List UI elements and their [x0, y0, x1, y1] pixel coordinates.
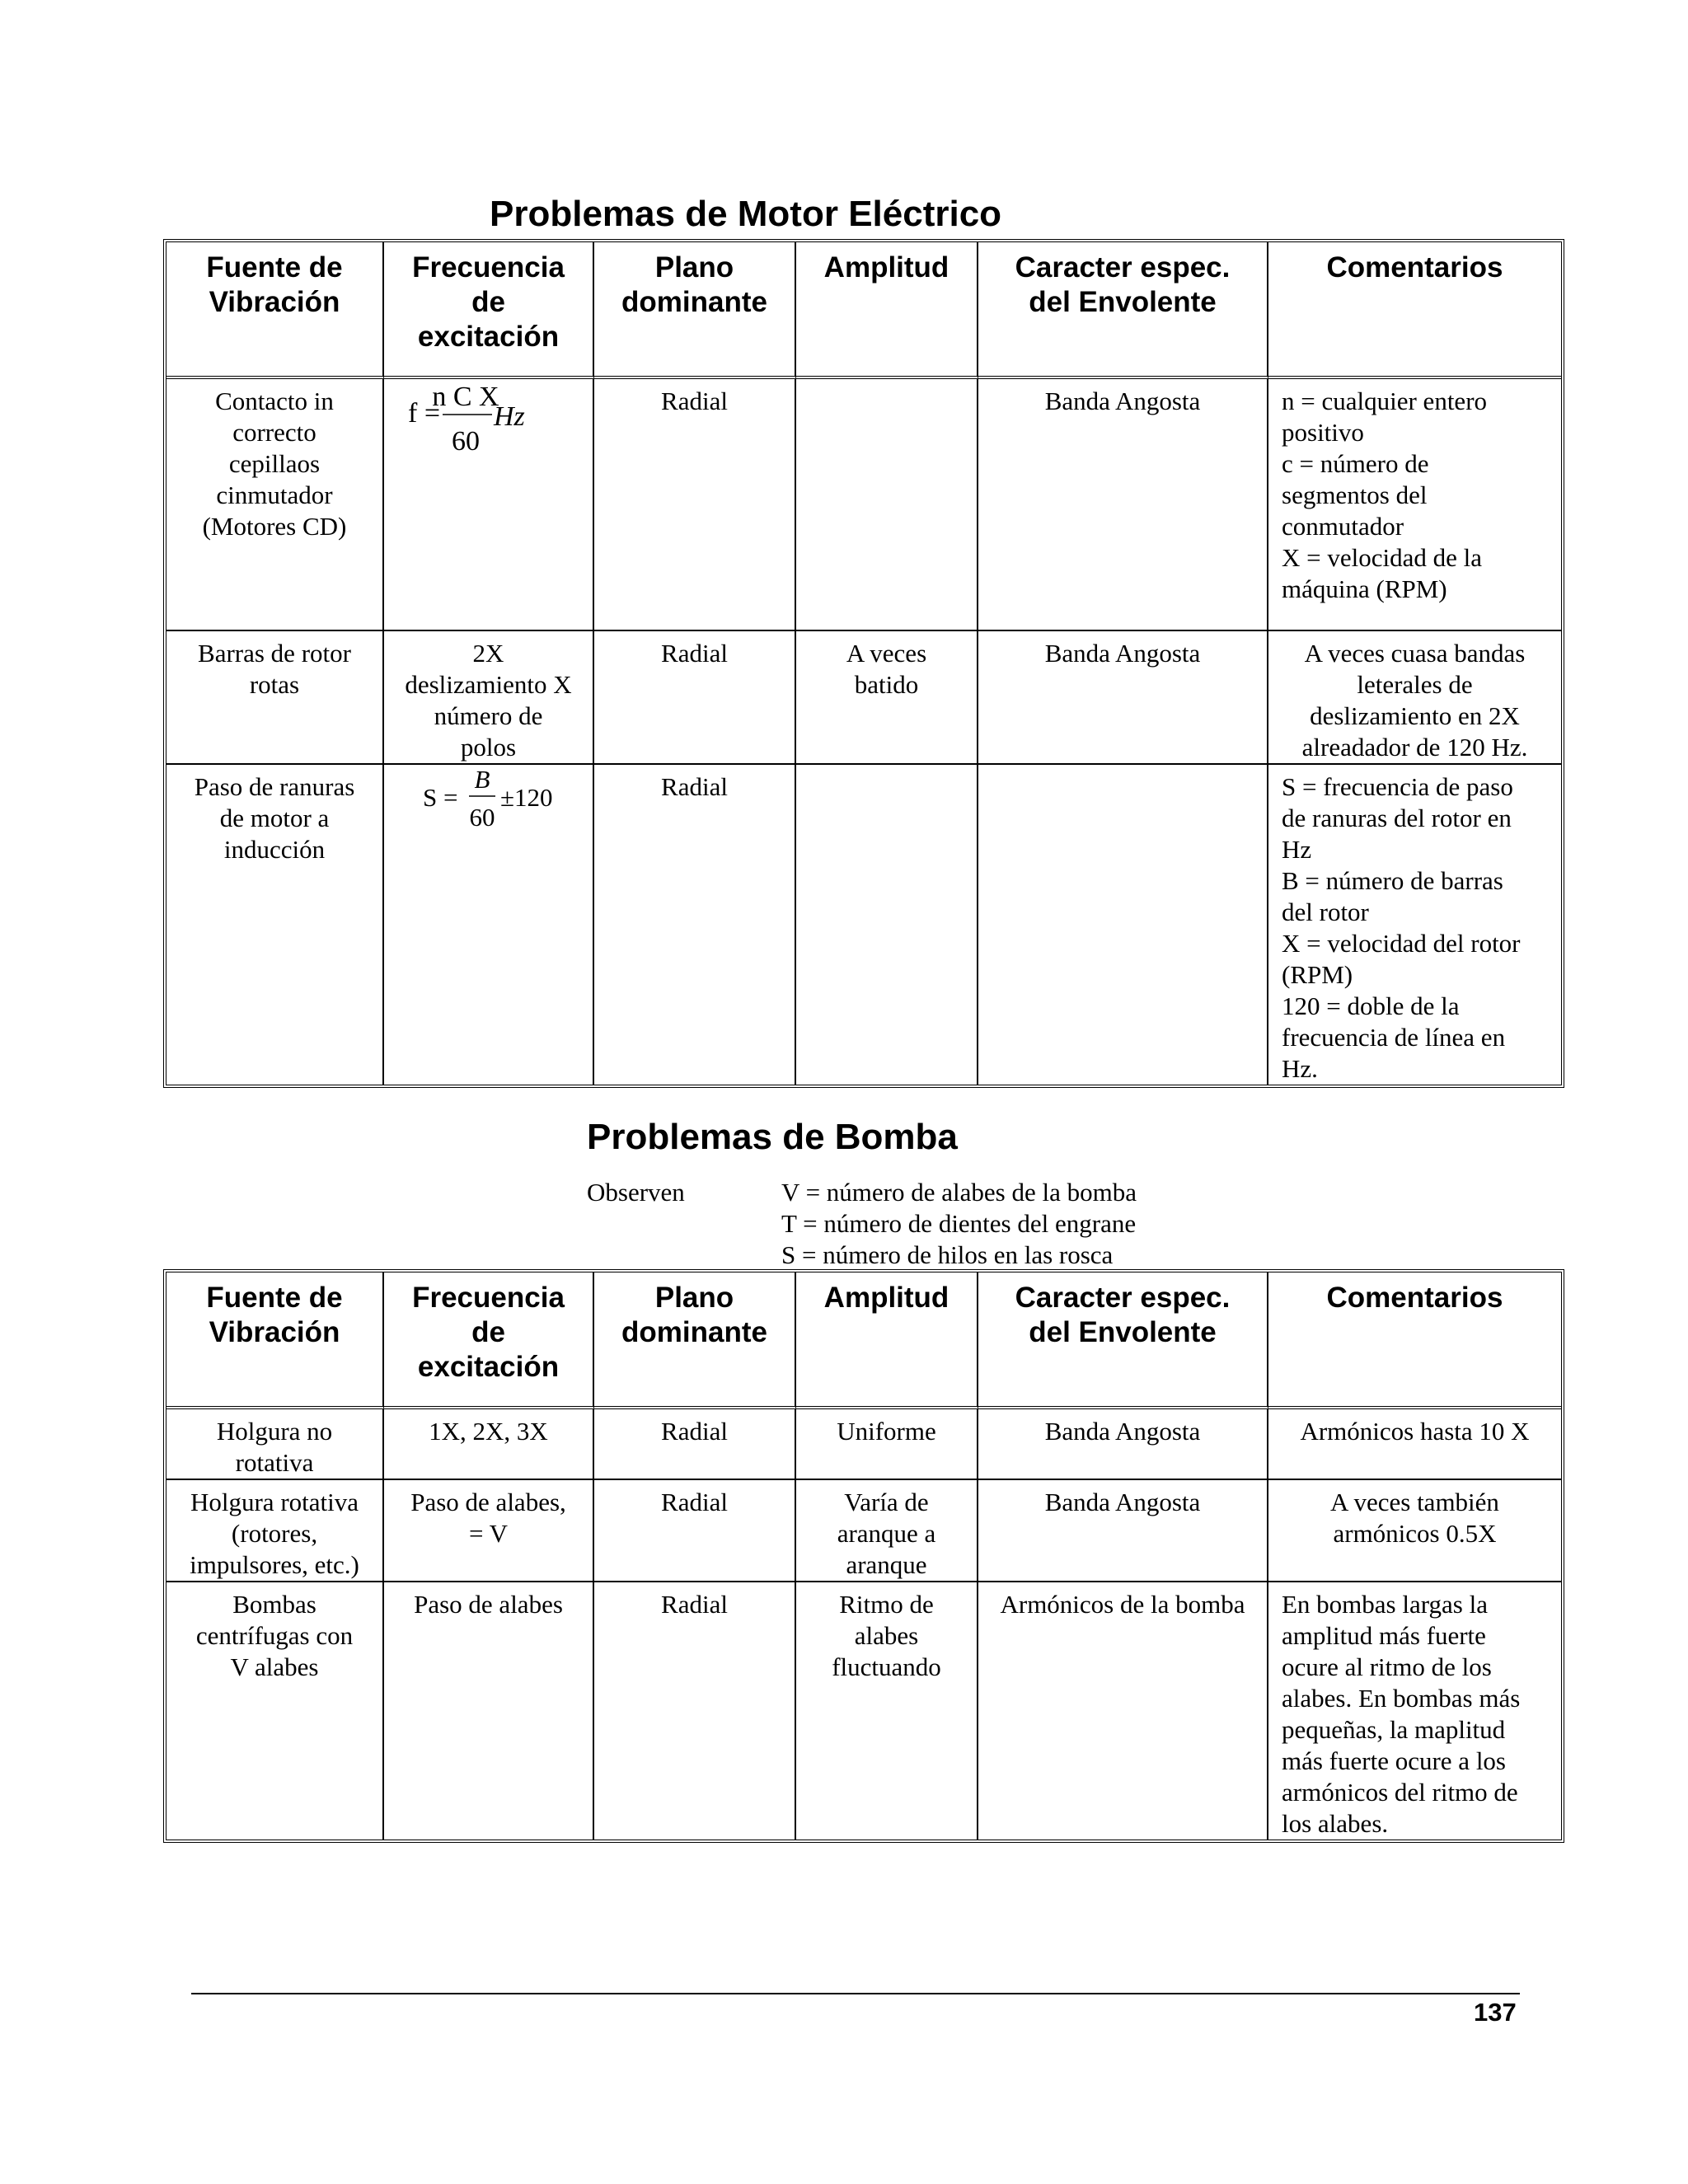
bomba-problems-table	[163, 1269, 1564, 1843]
cell-caracter	[978, 765, 1268, 1085]
cell-frecuencia: 2X deslizamiento X número de polos	[384, 631, 594, 765]
header-frecuencia: Frecuencia de excitación	[384, 1272, 594, 1409]
table-row	[166, 1582, 1561, 1840]
table-row	[166, 765, 1561, 1085]
cell-caracter: Banda Angosta	[978, 1409, 1268, 1480]
header-plano: Plano dominante	[594, 242, 796, 379]
cell-caracter: Banda Angosta	[978, 1480, 1268, 1582]
cell-comentarios: A veces cuasa bandas leterales de deslizamiento en 2X alreadador de 120 Hz.	[1268, 631, 1561, 765]
formula-numerator: B	[474, 765, 490, 794]
cell-caracter: Banda Angosta	[978, 379, 1268, 631]
cell-fuente: Paso de ranuras de motor a inducción	[166, 765, 384, 1085]
motor-section-title: Problemas de Motor Eléctrico	[490, 194, 1002, 234]
table-row	[166, 631, 1561, 765]
cell-frecuencia: 1X, 2X, 3X	[384, 1409, 594, 1480]
cell-comentarios: En bombas largas la amplitud más fuerte ocure al ritmo de los alabes. En bombas más pequeñas, la maplitud más fuerte ocure a los armónicos del ritmo de los alabes.	[1282, 1590, 1521, 1838]
cell-amplitud	[796, 765, 978, 1085]
header-plano: Plano dominante	[594, 1272, 796, 1409]
cell-amplitud: A veces batido	[796, 631, 978, 765]
cell-frecuencia: Paso de alabes, = V	[384, 1480, 594, 1582]
formula-rest: ±120	[500, 783, 553, 812]
header-caracter: Caracter espec. del Envolente	[978, 242, 1268, 379]
cell-fuente: Contacto in correcto cepillaos cinmutador (Motores CD)	[166, 379, 384, 631]
cell-caracter: Armónicos de la bomba	[978, 1582, 1268, 1840]
cell-comentarios: Armónicos hasta 10 X	[1268, 1409, 1561, 1480]
formula-lhs: f =	[408, 398, 440, 429]
cell-comentarios: A veces también armónicos 0.5X	[1268, 1480, 1561, 1582]
formula-unit: Hz	[494, 401, 525, 432]
header-comentarios: Comentarios	[1268, 242, 1561, 379]
table-row	[166, 1480, 1561, 1582]
cell-amplitud: Varía de aranque a aranque	[796, 1480, 978, 1582]
header-comentarios: Comentarios	[1268, 1272, 1561, 1409]
cell-plano: Radial	[594, 1409, 796, 1480]
table-row	[166, 379, 1561, 631]
note-item: V = número de alabes de la bomba	[781, 1178, 1137, 1207]
table-row	[166, 1409, 1561, 1480]
cell-plano: Radial	[594, 379, 796, 631]
notes-label: Observen	[587, 1178, 685, 1207]
cell-frecuencia: Paso de alabes	[384, 1582, 594, 1840]
cell-fuente: Barras de rotor rotas	[166, 631, 384, 765]
cell-comentarios: S = frecuencia de paso de ranuras del rotor en Hz B = número de barras del rotor X = velocidad del rotor (RPM) 120 = doble de la frecuencia de línea en Hz.	[1282, 772, 1521, 1083]
bomba-section-title: Problemas de Bomba	[587, 1117, 958, 1157]
cell-amplitud: Ritmo de alabes fluctuando	[796, 1582, 978, 1840]
table-header-row	[166, 242, 1561, 379]
header-amplitud: Amplitud	[796, 1272, 978, 1409]
cell-plano: Radial	[594, 1582, 796, 1840]
note-item: S = número de hilos en las rosca	[781, 1240, 1114, 1269]
cell-fuente: Holgura rotativa (rotores, impulsores, etc.)	[166, 1480, 384, 1582]
cell-amplitud	[796, 379, 978, 631]
table-header-row	[166, 1272, 1561, 1409]
page-number: 137	[1474, 1998, 1517, 2027]
notes-definitions	[781, 1177, 1137, 1271]
cell-frecuencia-formula	[384, 765, 594, 1085]
footer-rule	[191, 1993, 1520, 1994]
formula-s	[387, 765, 589, 847]
header-fuente: Fuente de Vibración	[166, 242, 384, 379]
formula-denominator: 60	[452, 426, 480, 457]
formula-denominator: 60	[469, 803, 495, 832]
cell-frecuencia-formula	[384, 379, 594, 631]
cell-plano: Radial	[594, 631, 796, 765]
cell-fuente: Bombas centrífugas con V alabes	[166, 1582, 384, 1840]
cell-plano: Radial	[594, 1480, 796, 1582]
cell-fuente: Holgura no rotativa	[166, 1409, 384, 1480]
formula-numerator: n C X	[432, 382, 499, 412]
header-frecuencia: Frecuencia de excitación	[384, 242, 594, 379]
cell-plano: Radial	[594, 765, 796, 1085]
header-caracter: Caracter espec. del Envolente	[978, 1272, 1268, 1409]
cell-amplitud: Uniforme	[796, 1409, 978, 1480]
header-amplitud: Amplitud	[796, 242, 978, 379]
note-item: T = número de dientes del engrane	[781, 1209, 1137, 1238]
formula-lhs: S =	[423, 783, 458, 812]
formula-f	[387, 379, 589, 462]
motor-problems-table	[163, 239, 1564, 1088]
header-fuente: Fuente de Vibración	[166, 1272, 384, 1409]
cell-caracter: Banda Angosta	[978, 631, 1268, 765]
cell-comentarios: n = cualquier entero positivo c = número de segmentos del conmutador X = velocidad de la máquina (RPM)	[1268, 379, 1561, 631]
